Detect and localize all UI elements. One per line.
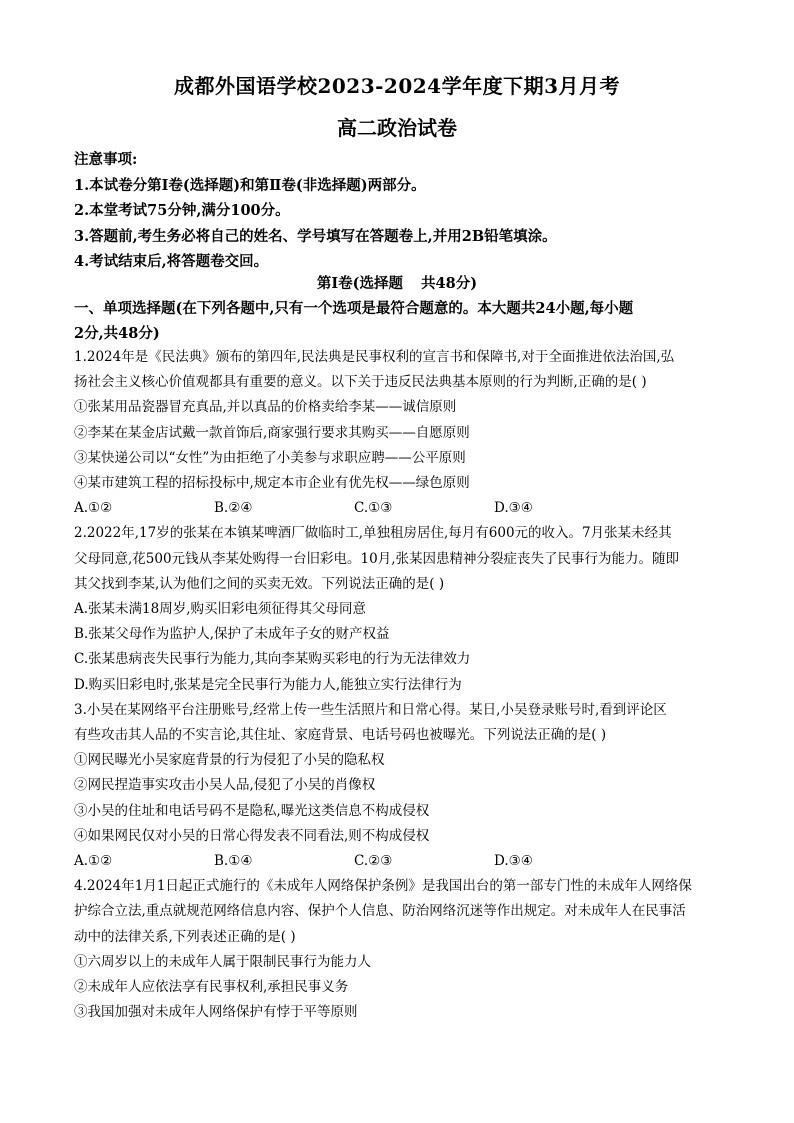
section-title xyxy=(0,272,794,293)
question-4 xyxy=(74,874,734,1025)
answer-choice: A.张某未满18周岁,购买旧彩电须征得其父母同意 xyxy=(74,601,367,618)
answer-options xyxy=(74,849,734,874)
question-stem-line: 动中的法律关系,下列表述正确的是( ) xyxy=(74,928,296,945)
question-1 xyxy=(74,345,734,521)
notes-block xyxy=(74,147,734,275)
option-b: B.①④ xyxy=(214,853,253,870)
option-c: C.①③ xyxy=(354,500,393,517)
note-item: 1.本试卷分第Ⅰ卷(选择题)和第Ⅱ卷(非选择题)两部分。 xyxy=(74,176,426,194)
option-d: D.③④ xyxy=(494,853,533,870)
notes-heading: 注意事项: xyxy=(74,151,138,168)
option-d: D.③④ xyxy=(494,500,533,517)
option-b: B.②④ xyxy=(214,500,253,517)
section-title-part: 第Ⅰ卷(选择题 xyxy=(316,275,404,292)
questions-body xyxy=(74,345,734,1025)
exam-subtitle: 高二政治试卷 xyxy=(337,116,457,140)
statement-item: ①网民曝光小吴家庭背景的行为侵犯了小吴的隐私权 xyxy=(74,752,385,769)
statement-item: ④如果网民仅对小吴的日常心得发表不同看法,则不构成侵权 xyxy=(74,827,430,844)
question-stem-line: 有些攻击其人品的不实言论,其住址、家庭背景、电话号码也被曝光。下列说法正确的是( ) xyxy=(74,727,607,744)
question-stem-line: 2.2022年,17岁的张某在本镇某啤酒厂做临时工,单独租房居住,每月有600元的收入。7月张某未经其 xyxy=(74,525,672,542)
option-a: A.①② xyxy=(74,853,113,870)
question-stem-line: 4.2024年1月1日起正式施行的《未成年人网络保护条例》是我国出台的第一部专门性的未成年人网络保 xyxy=(74,878,692,895)
statement-item: ②李某在某金店试戴一款首饰后,商家强行要求其购买——自愿原则 xyxy=(74,424,470,441)
answer-choice: D.购买旧彩电时,张某是完全民事行为能力人,能独立实行法律行为 xyxy=(74,676,462,693)
note-item: 2.本堂考试75分钟,满分100分。 xyxy=(74,202,290,219)
question-stem-line: 护综合立法,重点就规范网络信息内容、保护个人信息、防治网络沉迷等作出规定。对未成年人在民事活 xyxy=(74,903,686,920)
question-stem-line: 3.小吴在某网络平台注册账号,经常上传一些生活照片和日常心得。某日,小吴登录账号时,看到评论区 xyxy=(74,701,667,718)
option-a: A.①② xyxy=(74,500,113,517)
question-3 xyxy=(74,698,734,874)
answer-options xyxy=(74,496,734,521)
statement-item: ③我国加强对未成年人网络保护有悖于平等原则 xyxy=(74,1004,358,1021)
question-stem-line: 1.2024年是《民法典》颁布的第四年,民法典是民事权利的宣言书和保障书,对于全面推进依法治国,弘 xyxy=(74,349,675,365)
statement-item: ①张某用品瓷器冒充真品,并以真品的价格卖给李某——诚信原则 xyxy=(74,399,457,416)
statement-item: ①六周岁以上的未成年人属于限制民事行为能力人 xyxy=(74,953,371,970)
option-c: C.②③ xyxy=(354,853,393,870)
question-stem-line: 其父找到李某,认为他们之间的买卖无效。下列说法正确的是( ) xyxy=(74,575,445,592)
note-item: 3.答题前,考生务必将自己的姓名、学号填写在答题卷上,并用2B铅笔填涂。 xyxy=(74,227,557,245)
answer-choice: B.张某父母作为监护人,保护了未成年子女的财产权益 xyxy=(74,626,390,643)
instruction-line: 2分,共48分) xyxy=(74,325,160,342)
statement-item: ②网民捏造事实攻击小吴人品,侵犯了小吴的肖像权 xyxy=(74,777,376,794)
statement-item: ②未成年人应依法享有民事权利,承担民事义务 xyxy=(74,979,349,996)
statement-item: ④某市建筑工程的招标投标中,规定本市企业有优先权——绿色原则 xyxy=(74,475,470,492)
section-instruction xyxy=(74,296,734,346)
question-stem-line: 父母同意,花500元钱从李某处购得一台旧彩电。10月,张某因患精神分裂症丧失了民事行为能力。随即 xyxy=(74,550,680,567)
question-2 xyxy=(74,521,734,697)
statement-item: ③小吴的住址和电话号码不是隐私,曝光这类信息不构成侵权 xyxy=(74,802,430,819)
answer-choice: C.张某患病丧失民事行为能力,其向李某购买彩电的行为无法律效力 xyxy=(74,651,471,668)
question-stem-line: 扬社会主义核心价值观都具有重要的意义。以下关于违反民法典基本原则的行为判断,正确的是( ) xyxy=(74,374,647,391)
exam-title: 成都外国语学校2023-2024学年度下期3月月考 xyxy=(173,74,621,98)
section-title-part: 共48分) xyxy=(421,275,478,292)
note-item: 4.考试结束后,将答题卷交回。 xyxy=(74,253,269,270)
instruction-line: 一、单项选择题(在下列各题中,只有一个选项是最符合题意的。本大题共24小题,每小题 xyxy=(74,300,634,317)
statement-item: ③某快递公司以“女性”为由拒绝了小美参与求职应聘——公平原则 xyxy=(74,449,466,466)
